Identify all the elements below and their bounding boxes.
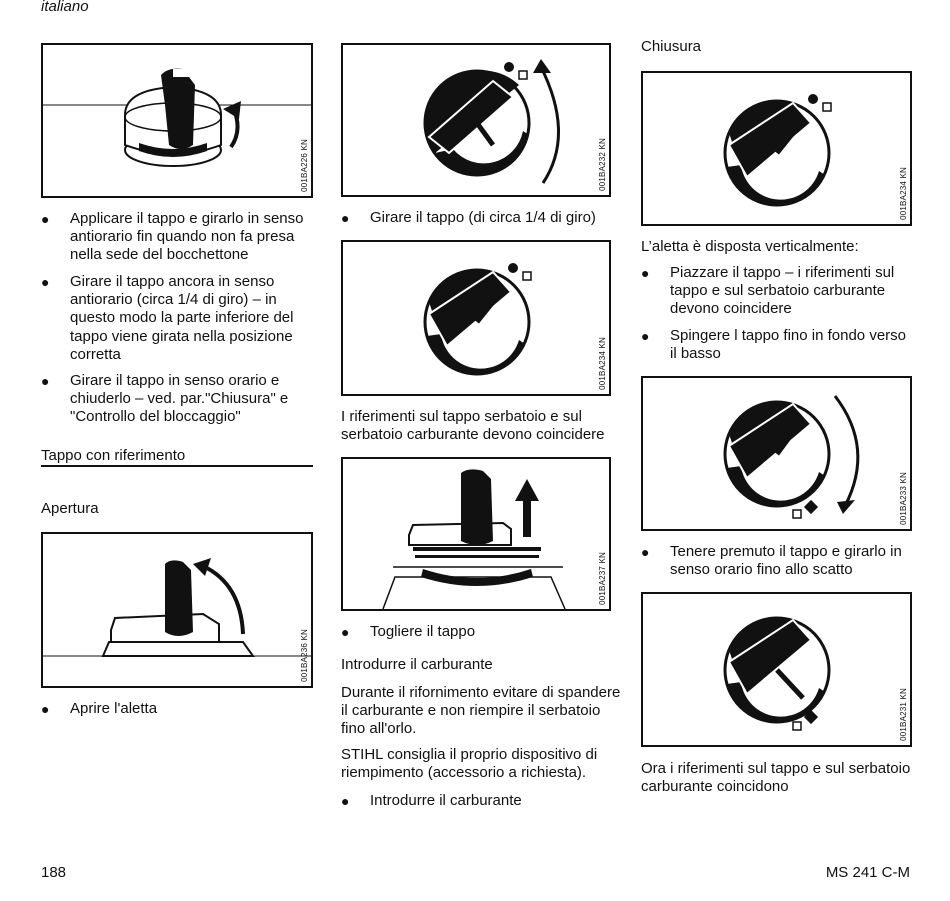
paragraph: Durante il rifornimento evitare di spandere il carburante e non riempire il serbatoio fino all'orlo. bbox=[341, 684, 621, 738]
figure-code: 001BA236 KN bbox=[300, 629, 309, 682]
page-number: 188 bbox=[41, 864, 67, 881]
references-match-illustration bbox=[643, 594, 912, 747]
flap-vertical-illustration bbox=[643, 73, 912, 226]
figure-code: 001BA233 KN bbox=[899, 472, 908, 525]
bullet-icon: ● bbox=[41, 373, 50, 389]
bullet-icon: ● bbox=[41, 211, 50, 227]
figure-cap-insert bbox=[41, 43, 313, 198]
bullet-icon: ● bbox=[641, 544, 650, 560]
figure-references-align bbox=[341, 240, 611, 396]
figure-flap-vertical bbox=[641, 71, 912, 226]
references-align-illustration bbox=[343, 242, 611, 396]
figure-code: 001BA237 KN bbox=[598, 552, 607, 605]
bullet-icon: ● bbox=[341, 210, 350, 226]
figure-code: 001BA234 KN bbox=[598, 337, 607, 390]
bullet-icon: ● bbox=[41, 274, 50, 290]
figure-turn-quarter bbox=[341, 43, 611, 197]
paragraph: L’aletta è disposta verticalmente: bbox=[641, 238, 859, 255]
remove-cap-illustration bbox=[343, 459, 611, 611]
figure-remove-cap bbox=[341, 457, 611, 611]
bullet-icon: ● bbox=[641, 265, 650, 281]
figure-turn-clockwise bbox=[641, 376, 912, 531]
bullet-icon: ● bbox=[641, 328, 650, 344]
paragraph: STIHL consiglia il proprio dispositivo di riempimento (accessorio a richiesta). bbox=[341, 746, 598, 782]
paragraph: I riferimenti sul tappo serbatoio e sul serbatoio carburante devono coincidere bbox=[341, 408, 605, 444]
cap-insert-illustration bbox=[43, 45, 313, 198]
subsection-title: Apertura bbox=[41, 500, 99, 517]
figure-code: 001BA234 KN bbox=[899, 167, 908, 220]
divider bbox=[41, 465, 313, 467]
turn-clockwise-illustration bbox=[643, 378, 912, 531]
section-title: Tappo con riferimento bbox=[41, 447, 186, 464]
open-flap-illustration bbox=[43, 534, 313, 688]
figure-code: 001BA232 KN bbox=[598, 138, 607, 191]
bullet-icon: ● bbox=[341, 793, 350, 809]
model-name: MS 241 C-M bbox=[825, 864, 910, 881]
figure-references-match bbox=[641, 592, 912, 747]
turn-quarter-illustration bbox=[343, 45, 611, 197]
section-title: Introdurre il carburante bbox=[341, 656, 493, 673]
language-label: italiano bbox=[41, 0, 89, 15]
section-title: Chiusura bbox=[641, 38, 702, 55]
figure-open-flap bbox=[41, 532, 313, 688]
paragraph: Ora i riferimenti sul tappo e sul serbatoio carburante coincidono bbox=[641, 760, 911, 796]
figure-code: 001BA231 KN bbox=[899, 688, 908, 741]
figure-code: 001BA226 KN bbox=[300, 139, 309, 192]
bullet-icon: ● bbox=[41, 701, 50, 717]
bullet-icon: ● bbox=[341, 624, 350, 640]
